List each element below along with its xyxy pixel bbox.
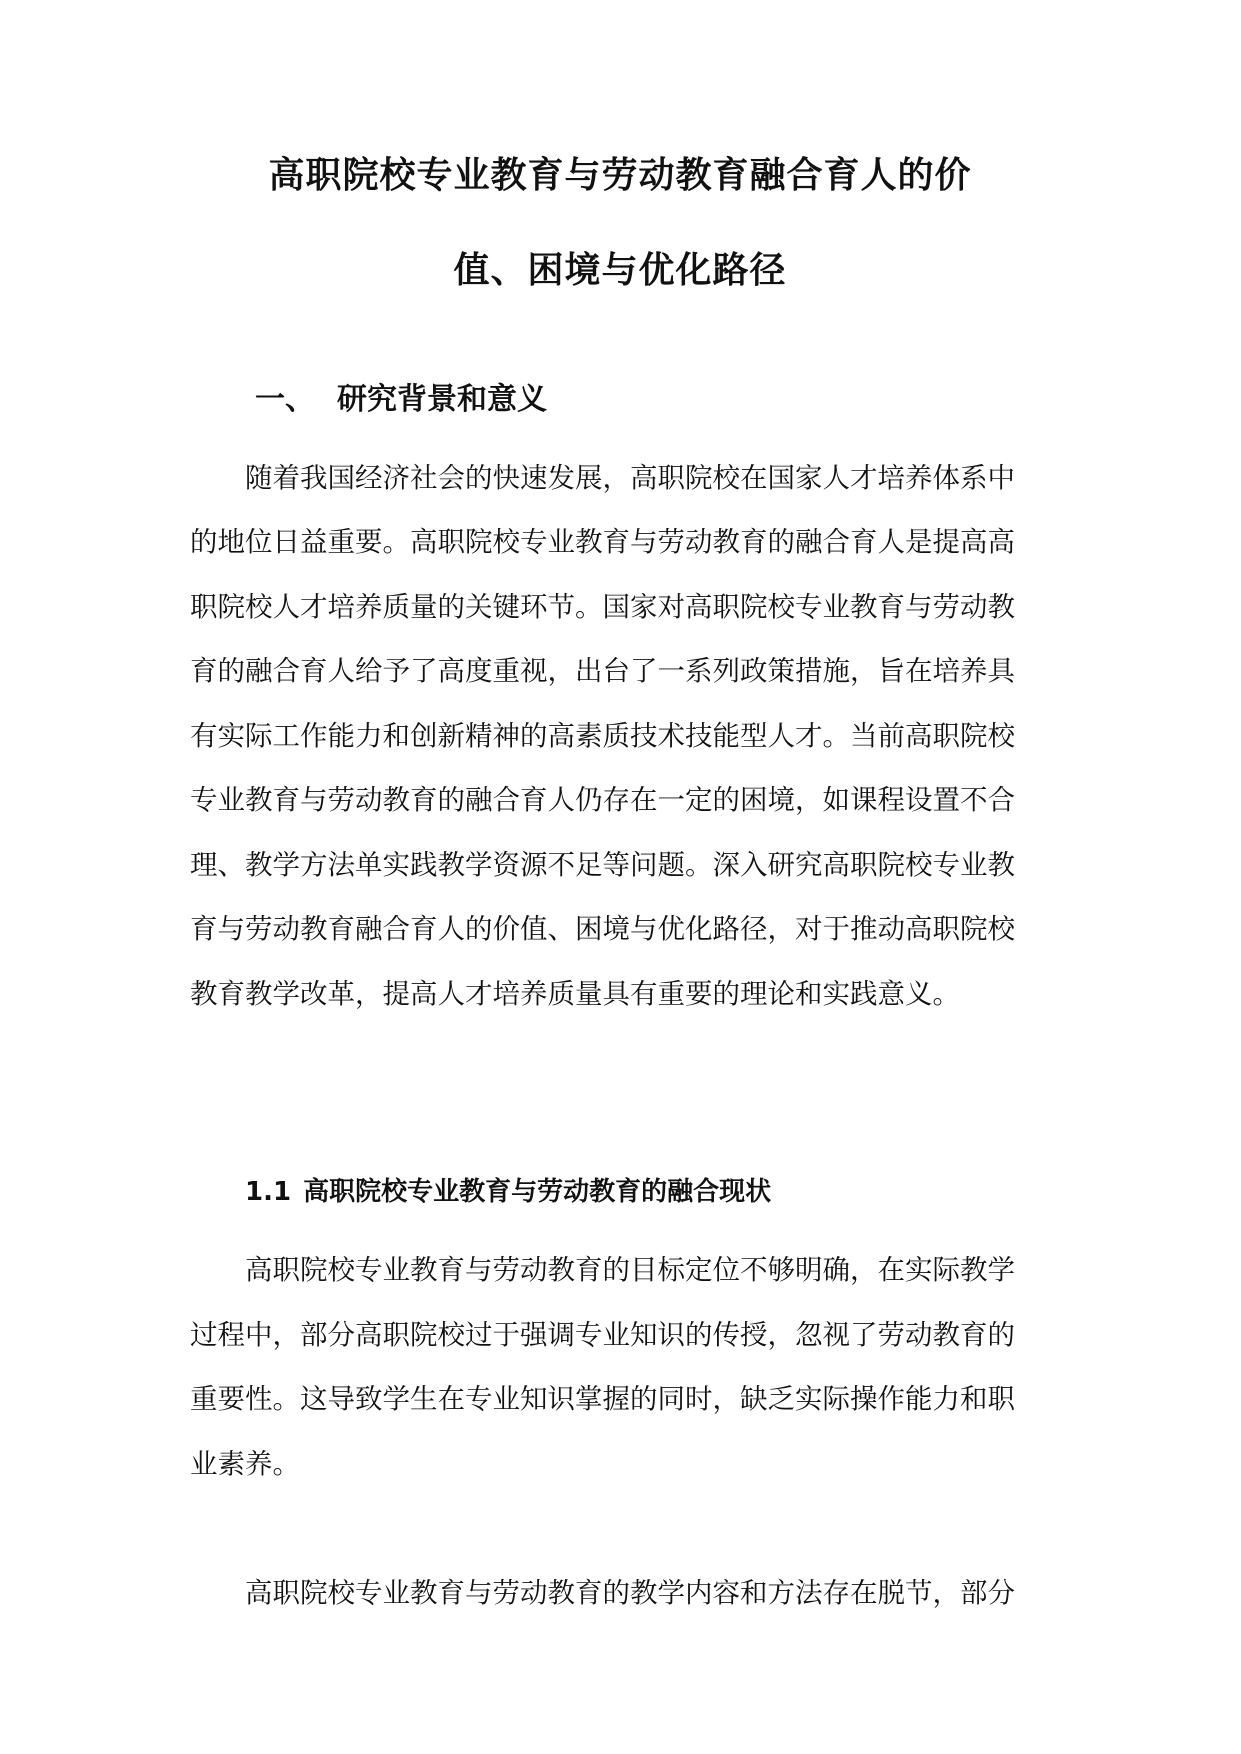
paragraph-line: 高职院校专业教育与劳动教育的教学内容和方法存在脱节，部分 [190, 1577, 1015, 1609]
section-heading-text: 研究背景和意义 [337, 382, 547, 417]
subsection-heading-1-1 [245, 1174, 771, 1210]
paragraph-line: 理、教学方法单实践教学资源不足等问题。深入研究高职院校专业教 [190, 849, 1015, 881]
section-heading-1 [255, 380, 547, 420]
paragraph-line: 教育教学改革，提高人才培养质量具有重要的理论和实践意义。 [190, 978, 960, 1010]
paragraph-line: 业素养。 [190, 1448, 300, 1480]
section-number: 一、 [255, 382, 315, 417]
paragraph-line: 有实际工作能力和创新精神的高素质技术技能型人才。当前高职院校 [190, 720, 1015, 752]
paragraph-line: 育与劳动教育融合育人的价值、困境与优化路径，对于推动高职院校 [190, 913, 1015, 945]
paragraph-line: 随着我国经济社会的快速发展，高职院校在国家人才培养体系中 [190, 462, 1015, 494]
paragraph-line: 重要性。这导致学生在专业知识掌握的同时，缺乏实际操作能力和职 [190, 1383, 1015, 1415]
paragraph-line: 高职院校专业教育与劳动教育的目标定位不够明确，在实际教学 [190, 1254, 1015, 1286]
paragraph-line: 育的融合育人给予了高度重视，出台了一系列政策措施，旨在培养具 [190, 655, 1015, 687]
subsection-number: 1.1 [245, 1177, 292, 1207]
paragraph-line: 的地位日益重要。高职院校专业教育与劳动教育的融合育人是提高高 [190, 526, 1015, 558]
paragraph-line: 专业教育与劳动教育的融合育人仍存在一定的困境，如课程设置不合 [190, 784, 1015, 816]
subsection-heading-text: 高职院校专业教育与劳动教育的融合现状 [303, 1177, 772, 1207]
paragraph-line: 职院校人才培养质量的关键环节。国家对高职院校专业教育与劳动教 [190, 591, 1015, 623]
document-title-line-2: 值、困境与优化路径 [453, 250, 787, 291]
document-title-line-1: 高职院校专业教育与劳动教育融合育人的价 [268, 155, 972, 196]
paragraph-line: 过程中，部分高职院校过于强调专业知识的传授，忽视了劳动教育的 [190, 1319, 1015, 1351]
